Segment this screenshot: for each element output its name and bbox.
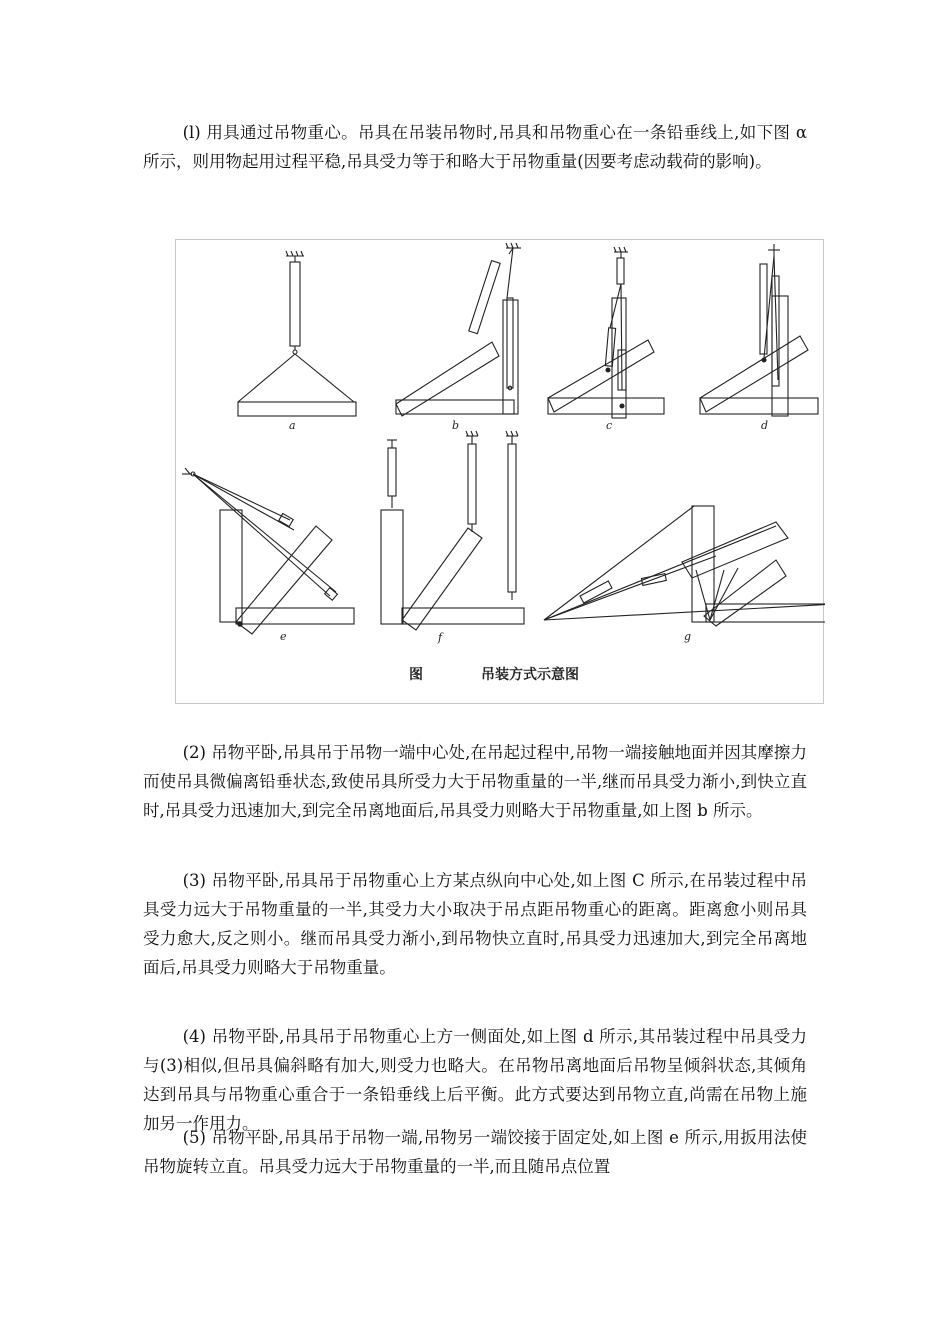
lifting-diagrams [176,240,825,705]
diagram-e [182,468,354,634]
label-d: d [761,419,769,432]
diagram-a [238,251,356,416]
diagram-f [381,431,524,630]
paragraph-2: (2) 吊物平卧,吊具吊于吊物一端中心处,在吊起过程中,吊物一端接触地面并因其摩擦力而使吊具微偏离铅垂状态,致使吊具所受力大于吊物重量的一半,继而吊具受力渐小,到快立直时,吊具受力迅速加大,到完全吊离地面后,吊具受力则略大于吊物重量,如上图 b 所示。 [143,743,807,820]
paragraph-5: (5) 吊物平卧,吊具吊于吊物一端,吊物另一端饺接于固定处,如上图 e 所示,用扳用法使吊物旋转立直。吊具受力远大于吊物重量的一半,而且随吊点位置 [143,1128,807,1176]
paragraph-1: (l) 用具通过吊物重心。吊具在吊装吊物时,吊具和吊物重心在一条铅垂线上,如下图 α 所示，则用物起用过程平稳,吊具受力等于和略大于吊物重量(因要考虑动载荷的影响)。 [143,123,807,171]
diagram-d [700,244,818,416]
label-f: f [438,631,443,644]
label-e: e [280,630,287,643]
diagram-c [548,247,664,418]
paragraph-4: (4) 吊物平卧,吊具吊于吊物重心上方一侧面处,如上图 d 所示,其吊装过程中吊具受力与(3)相似,但吊具偏斜略有加大,则受力也略大。在吊物吊离地面后吊物呈倾斜状态,其倾角达到吊具与吊物重心重合于一条铅垂线上后平衡。此方式要达到吊物立直,尚需在吊物上施加另一作用力。 [143,1027,807,1133]
lifting-methods-figure [175,239,824,704]
caption-prefix: 图 [409,667,423,683]
paragraph-3: (3) 吊物平卧,吊具吊于吊物重心上方某点纵向中心处,如上图 C 所示,在吊装过程中吊具受力远大于吊物重量的一半,其受力大小取决于吊点距吊物重心的距离。距离愈小则吊具受力愈大,反之则小。继而吊具受力渐小,到吊物快立直时,吊具受力迅速加大,到完全吊离地面后,吊具受力则略大于吊物重量。 [143,871,807,977]
label-g: g [684,630,692,643]
label-b: b [452,419,460,432]
diagram-g [544,506,825,626]
caption-title: 吊装方式示意图 [481,667,579,683]
label-a: a [289,419,296,432]
label-c: c [606,419,613,432]
diagram-b [396,243,521,416]
